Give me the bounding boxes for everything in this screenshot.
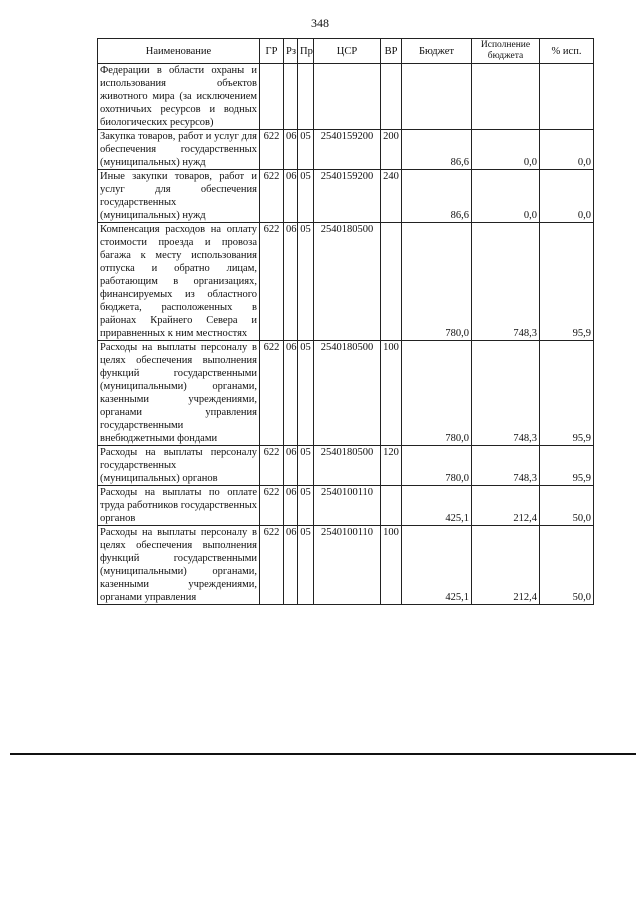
row-name: Расходы на выплаты персоналу в целях обеспечения выполнения функций государственными (муниципальными) органами, казенными учреждениями, органами управления <box>98 526 260 605</box>
row-pr: 05 <box>298 223 314 341</box>
row-name: Расходы на выплаты персоналу в целях обеспечения выполнения функций государственными (муниципальными) органами, казенными учреждениями, органами управления государственными внебюджетными фондами <box>98 341 260 446</box>
header-csr: ЦСР <box>314 39 381 64</box>
row-pr: 05 <box>298 446 314 486</box>
table-row <box>98 341 594 446</box>
header-rz: Рз <box>284 39 298 64</box>
row-csr: 2540180500 <box>314 341 381 446</box>
row-csr: 2540100110 <box>314 486 381 526</box>
row-gr: 622 <box>260 526 284 605</box>
header-vr: ВР <box>381 39 402 64</box>
row-gr: 622 <box>260 446 284 486</box>
row-execution: 0,0 <box>472 130 540 170</box>
row-rz: 06 <box>284 223 298 341</box>
row-gr: 622 <box>260 130 284 170</box>
row-vr: 240 <box>381 170 402 223</box>
row-vr <box>381 223 402 341</box>
header-percent: % исп. <box>540 39 594 64</box>
row-csr <box>314 64 381 130</box>
header-gr: ГР <box>260 39 284 64</box>
header-name: Наименование <box>98 39 260 64</box>
row-gr: 622 <box>260 341 284 446</box>
row-execution: 748,3 <box>472 341 540 446</box>
row-budget: 425,1 <box>402 526 472 605</box>
row-csr: 2540159200 <box>314 170 381 223</box>
row-vr <box>381 486 402 526</box>
row-csr: 2540159200 <box>314 130 381 170</box>
table-row <box>98 526 594 605</box>
row-rz: 06 <box>284 130 298 170</box>
row-pr: 05 <box>298 341 314 446</box>
table-row <box>98 130 594 170</box>
row-execution: 748,3 <box>472 223 540 341</box>
row-rz <box>284 64 298 130</box>
row-csr: 2540180500 <box>314 446 381 486</box>
row-gr: 622 <box>260 170 284 223</box>
table-row <box>98 446 594 486</box>
row-percent: 50,0 <box>540 486 594 526</box>
row-budget: 780,0 <box>402 223 472 341</box>
table-row <box>98 223 594 341</box>
table-row <box>98 170 594 223</box>
row-vr: 100 <box>381 526 402 605</box>
row-pr: 05 <box>298 526 314 605</box>
row-gr: 622 <box>260 486 284 526</box>
page-number: 348 <box>311 16 329 30</box>
bottom-rule <box>10 753 636 755</box>
table-row <box>98 64 594 130</box>
row-budget: 780,0 <box>402 341 472 446</box>
row-name: Федерации в области охраны и использования объектов животного мира (за исключением охотничьих ресурсов и водных биологических ресурсов) <box>98 64 260 130</box>
row-execution: 212,4 <box>472 486 540 526</box>
row-pr: 05 <box>298 170 314 223</box>
row-budget: 780,0 <box>402 446 472 486</box>
row-vr: 200 <box>381 130 402 170</box>
row-percent: 95,9 <box>540 446 594 486</box>
row-execution: 748,3 <box>472 446 540 486</box>
row-percent <box>540 64 594 130</box>
table-row <box>98 486 594 526</box>
row-percent: 95,9 <box>540 223 594 341</box>
row-rz: 06 <box>284 486 298 526</box>
row-percent: 0,0 <box>540 170 594 223</box>
row-rz: 06 <box>284 341 298 446</box>
row-pr: 05 <box>298 130 314 170</box>
row-csr: 2540180500 <box>314 223 381 341</box>
header-execution: Исполнение бюджета <box>472 39 540 64</box>
row-budget <box>402 64 472 130</box>
row-percent: 0,0 <box>540 130 594 170</box>
row-vr: 100 <box>381 341 402 446</box>
row-percent: 50,0 <box>540 526 594 605</box>
row-name: Расходы на выплаты персоналу государственных (муниципальных) органов <box>98 446 260 486</box>
row-rz: 06 <box>284 170 298 223</box>
row-vr: 120 <box>381 446 402 486</box>
row-name: Закупка товаров, работ и услуг для обеспечения государственных (муниципальных) нужд <box>98 130 260 170</box>
row-percent: 95,9 <box>540 341 594 446</box>
row-gr: 622 <box>260 223 284 341</box>
row-budget: 425,1 <box>402 486 472 526</box>
row-name: Компенсация расходов на оплату стоимости проезда и провоза багажа к месту использования отпуска и обратно лицам, работающим в организациях, финансируемых из областного бюджета, расположенных в районах Крайнего Севера и приравненных к ним местностях <box>98 223 260 341</box>
header-budget: Бюджет <box>402 39 472 64</box>
row-pr: 05 <box>298 486 314 526</box>
row-execution: 212,4 <box>472 526 540 605</box>
header-pr: Пр <box>298 39 314 64</box>
row-vr <box>381 64 402 130</box>
row-rz: 06 <box>284 446 298 486</box>
table-header-row <box>98 39 594 64</box>
row-name: Расходы на выплаты по оплате труда работников государственных органов <box>98 486 260 526</box>
row-budget: 86,6 <box>402 170 472 223</box>
row-rz: 06 <box>284 526 298 605</box>
row-pr <box>298 64 314 130</box>
row-gr <box>260 64 284 130</box>
row-execution <box>472 64 540 130</box>
row-csr: 2540100110 <box>314 526 381 605</box>
row-execution: 0,0 <box>472 170 540 223</box>
row-budget: 86,6 <box>402 130 472 170</box>
row-name: Иные закупки товаров, работ и услуг для обеспечения государственных (муниципальных) нужд <box>98 170 260 223</box>
budget-table <box>97 38 594 605</box>
